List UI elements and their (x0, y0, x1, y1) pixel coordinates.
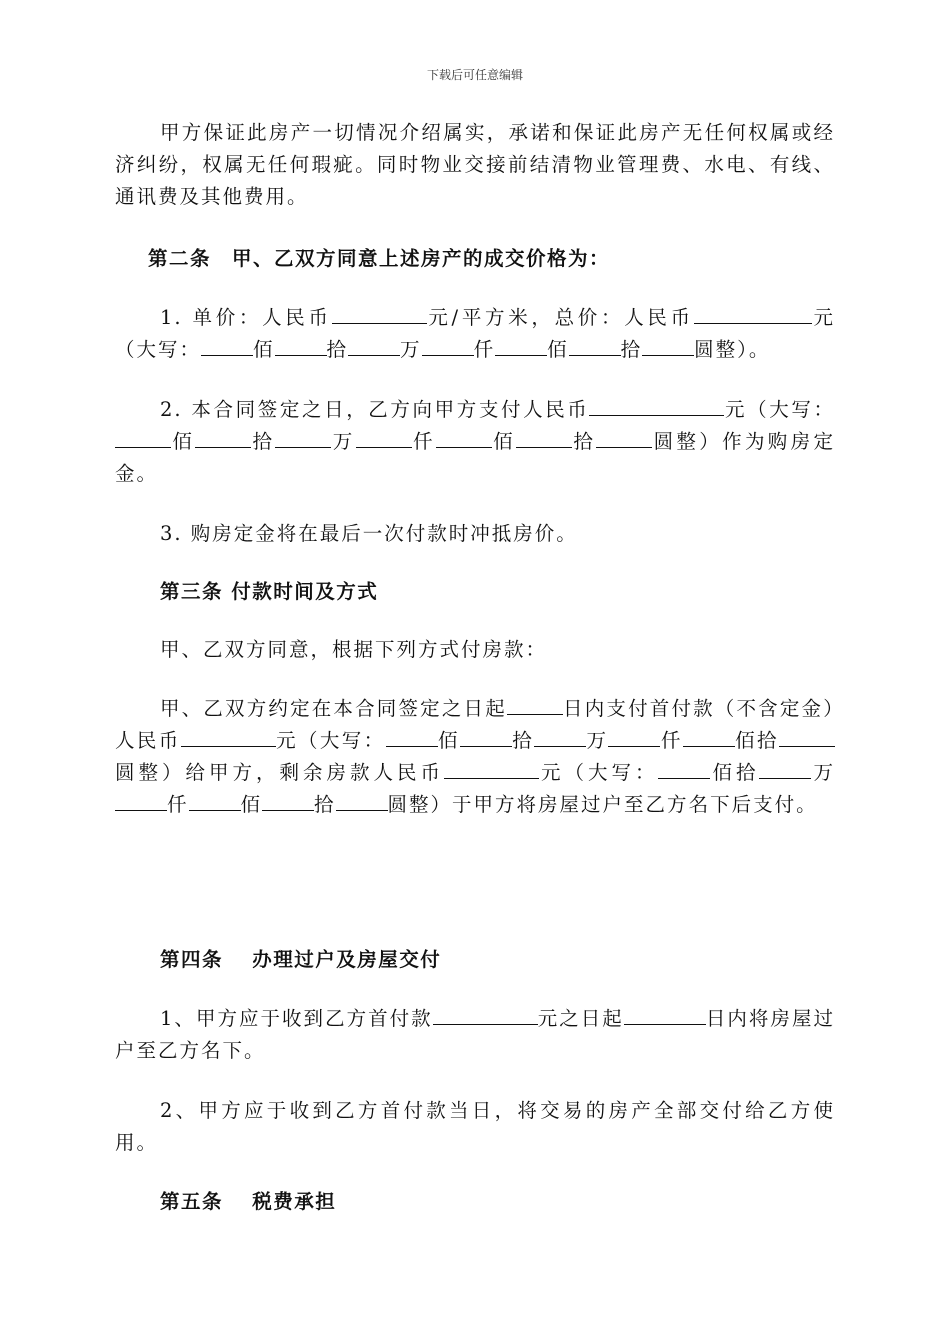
article-3-title: 第三条 付款时间及方式 (160, 580, 379, 603)
unit-price-blank (332, 304, 427, 324)
guarantee-paragraph: 甲方保证此房产一切情况介绍属实，承诺和保证此房产无任何权属或经济纠纷，权属无任何瑕疵。同时物业交接前结清物业管理费、水电、有线、通讯费及其他费用。 (115, 121, 835, 208)
article-5-title: 第五条 税费承担 (160, 1190, 337, 1213)
article-4-item-2: 2、甲方应于收到乙方首付款当日，将交易的房产全部交付给乙方使用。 (115, 1099, 835, 1154)
article-2-item-1: 1. 单价：人民币 元/平方米，总价：人民币 元（大写： 佰 拾 万 仟 佰 拾 圆整）。 (115, 306, 835, 361)
page-header-note: 下载后可任意编辑 (426, 68, 523, 82)
article-2-title: 第二条 甲、乙双方同意上述房产的成交价格为： (148, 247, 611, 270)
article-3-payment-paragraph: 甲、乙双方约定在本合同签定之日起 日内支付首付款（不含定金）人民币 元（大写： 佰 拾 万 仟 佰拾圆整）给甲方，剩余房款人民币 元（大写： 佰拾 万仟 佰 拾 圆整）于甲方将房屋过户至乙方名下后支付。 (115, 697, 835, 816)
article-4-item-1: 1、甲方应于收到乙方首付款 元之日起 日内将房屋过户至乙方名下。 (115, 1007, 835, 1062)
deposit-blank (589, 396, 724, 416)
article-4-title: 第四条 办理过户及房屋交付 (160, 948, 442, 971)
article-3-intro: 甲、乙双方同意，根据下列方式付房款： (160, 638, 548, 661)
article-2-item-2: 2. 本合同签定之日，乙方向甲方支付人民币 元（大写：佰 拾 万 仟 佰 拾 圆整）作为购房定金。 (115, 398, 835, 485)
total-price-blank (694, 304, 812, 324)
article-2-item-3: 3. 购房定金将在最后一次付款时冲抵房价。 (160, 522, 578, 545)
